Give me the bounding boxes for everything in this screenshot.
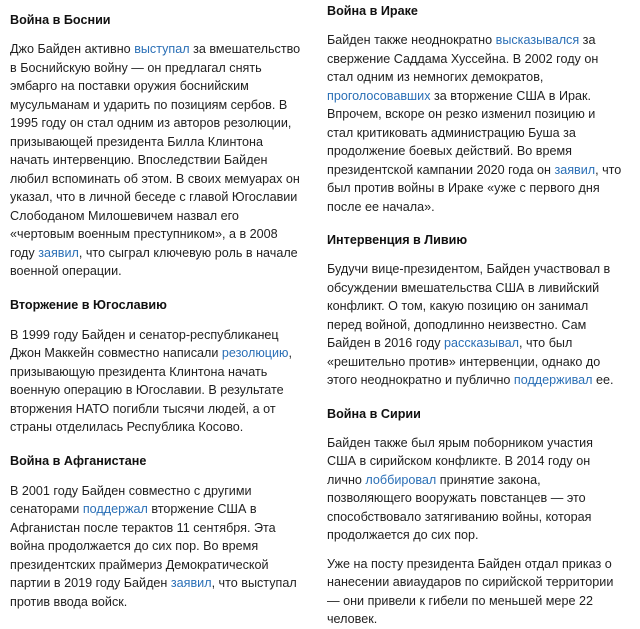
paragraph-text: Байден также был ярым поборником участия США в сирийском конфликте. В 2014 году он лично xyxy=(327,435,593,487)
right-column xyxy=(327,0,624,629)
link-zayavil[interactable]: заявил xyxy=(170,576,212,590)
section-paragraph-afghanistan xyxy=(10,482,302,612)
paragraph-text: Джо Байден активно xyxy=(10,42,135,56)
link-lobbiroval[interactable]: лоббировал xyxy=(365,472,437,487)
section-paragraph-yugoslavia xyxy=(10,326,302,437)
section-heading-bosnia: Война в Боснии xyxy=(10,13,111,27)
link-zayavil[interactable]: заявил xyxy=(554,162,596,177)
left-column xyxy=(10,0,302,611)
link-progolosovavshikh[interactable]: проголосовавших xyxy=(327,88,431,103)
section-heading-libya: Интервенция в Ливию xyxy=(327,233,468,247)
paragraph-text: за вмешательство в Боснийскую войну — он предлагал снять эмбарго на поставки оружия боснийским мусульманам и ударить по позициям сербов. В 1995 году он стал одним из авторов резолюции, призывающей президента Билла Клинтона начать интервенцию. Впоследствии Байден любил вспоминать об этом. В своих мемуарах он указал, что в личной беседе с главой Югославии Слободаном Милошевичем назвал его «чертовым военным преступником», а в 2008 году xyxy=(10,42,301,260)
section-heading-syria: Война в Сирии xyxy=(327,406,421,421)
paragraph-text: , что был «решительно против» интервенции, однако до этого неоднократно и публично xyxy=(327,336,601,387)
paragraph-text: принятие закона, позволяющего вооружать повстанцев — это способствовало затягиванию войны, которая продолжается до сих пор. xyxy=(327,472,592,542)
section-paragraph-syria-2 xyxy=(327,555,624,629)
paragraph-text: за вторжение США в Ирак. Впрочем, вскоре он резко изменил позицию и стал критиковать администрацию Буша за продолжение боевых действий. Во время президентской кампании 2020 года он xyxy=(327,88,596,177)
link-zayavil[interactable]: заявил xyxy=(38,245,79,260)
paragraph-text: , что сыграл ключевую роль в начале военной операции. xyxy=(10,245,298,278)
paragraph-text: Уже на посту президента Байден отдал приказ о нанесении авиаударов по сирийской территории — они привели к гибели по меньшей мере 22 человек. xyxy=(327,556,614,626)
paragraph-text: , что выступал против ввода войск. xyxy=(10,576,297,609)
link-rasskazyval[interactable]: рассказывал xyxy=(444,336,519,350)
link-vystupal[interactable]: выступал xyxy=(134,42,190,56)
section-heading-afghanistan: Война в Афганистане xyxy=(10,453,147,468)
paragraph-text: , призывающую президента Клинтона начать военную операцию в Югославии. В результате вторжения НАТО погибли тысячи людей, а от страны отделилась Республика Косово. xyxy=(10,346,292,434)
link-rezolyutsiyu[interactable]: резолюцию xyxy=(221,346,289,360)
paragraph-text: вторжение США в Афганистан после терактов 11 сентября. Эта война продолжается до сих пор. Во время президентских праймериз Демократической партии в 2019 году Байден xyxy=(10,502,276,590)
paragraph-text: В 1999 году Байден и сенатор-республиканец Джон Маккейн совместно написали xyxy=(10,327,279,360)
section-paragraph-iraq xyxy=(327,31,624,216)
section-paragraph-syria xyxy=(327,434,624,545)
paragraph-text: за свержение Саддама Хуссейна. В 2002 году он стал одним из немногих демократов, xyxy=(327,33,599,84)
paragraph-text: Байден также неоднократно xyxy=(327,33,496,47)
paragraph-text: ее. xyxy=(592,373,614,387)
paragraph-text: В 2001 году Байден совместно с другими сенаторами xyxy=(10,483,252,516)
section-paragraph-bosnia xyxy=(10,40,302,281)
paragraph-text: Будучи вице-президентом, Байден участвовал в обсуждении вмешательства США в ливийский конфликт. О том, какую позицию он занимал перед войной, доподлинно неизвестно. Сам Байден в 2016 году xyxy=(327,262,611,350)
section-heading-yugoslavia: Вторжение в Югославию xyxy=(10,297,167,312)
paragraph-text: , что был против войны в Ираке «уже с первого дня после ее начала». xyxy=(327,162,622,214)
section-heading-iraq: Война в Ираке xyxy=(327,4,418,18)
section-paragraph-libya xyxy=(327,260,624,390)
link-vyskazyvalsya[interactable]: высказывался xyxy=(495,33,580,47)
link-podderzhival[interactable]: поддерживал xyxy=(513,373,593,387)
link-podderzhal[interactable]: поддержал xyxy=(82,502,148,516)
